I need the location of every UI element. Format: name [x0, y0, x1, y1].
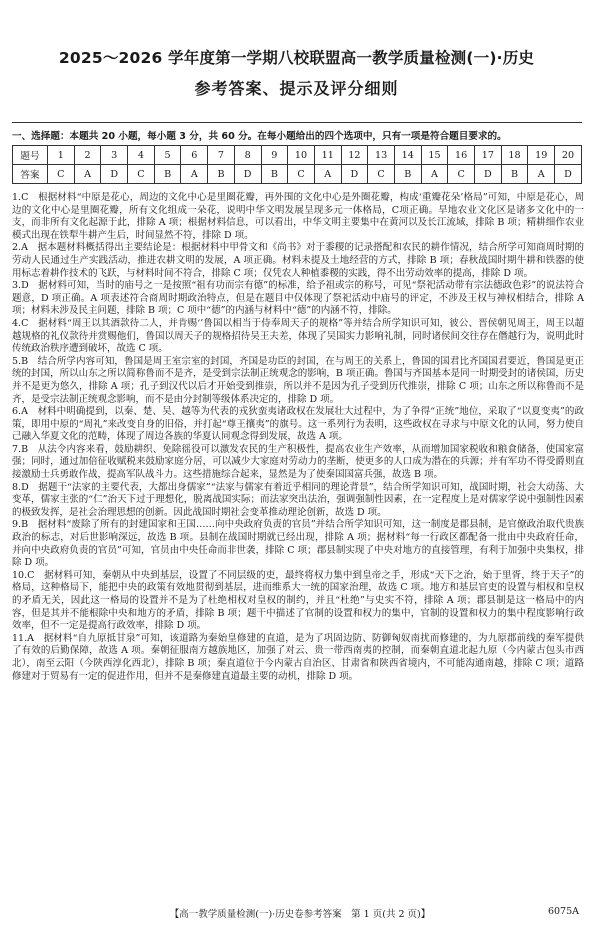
answer-cell: C	[448, 165, 475, 184]
answer-cell: B	[501, 165, 528, 184]
explanation-item: 2.A 据本题材料概括得出主要结论是：根据材料中甲骨文和《尚书》对于黍稷的记录搭配和农民的耕作情况，结合所学可知商周时期的劳动人民通过生产实践活动，推进农耕文明的发展，A 项正确。材料未提及土地经营的方式，排除 B 项；春秋战国时期牛耕和铁器的使用标志着耕作技术的飞跃，与材料时间不符合，排除 C 项；仅凭农人种植黍稷的实践，得不出劳动效率的提高，排除 D 项。	[12, 242, 584, 279]
question-number: 14	[394, 146, 421, 165]
explanation-item: 11.A 据材料“自九原抵甘泉”可知，该道路为秦始皇修建的直道，是为了巩固边防、防御匈奴南扰而修建的，为九原郡前线的秦军提供了有效的后勤保障，故选 A 项。秦朝征服南方越族地区，加强了对云、贵一带西南夷的控制，而秦朝直道北起九原（今内蒙古包头市西北），南至云阳（今陕西淳化西北），排除 B 项；秦直道位于今内蒙古自治区、甘肃省和陕西省境内，不可能沟通南越，排除 C 项；道路修建对于贸易有一定的促进作用，但并不是秦修建直道最主要的动机，排除 D 项。	[12, 632, 584, 682]
question-number: 2	[74, 146, 101, 165]
answer-cell: C	[368, 165, 395, 184]
answer-cell: B	[261, 165, 288, 184]
question-number: 15	[421, 146, 448, 165]
question-number: 19	[528, 146, 555, 165]
row-label-answer: 答案	[13, 165, 48, 184]
answer-table	[12, 145, 582, 184]
explanation-item: 1.C 根据材料“中原是花心，周边的文化中心是里圈花瓣，再外围的文化中心是外圈花瓣，构成‘重瓣花朵’格局”可知，中原是花心，周边的文化中心是里圈花瓣，所有文化组成一朵花，说明中华文明发展呈现多元一体格局，C项正确。旱地农业文化区是诸多文化中的一支，而非所有文化起源于此，排除 A 项；根据材料信息，可以看出，中华文明主要集中在黄河以及长江流域，排除 B 项；精耕细作农业模式出现在铁犁牛耕产生后，时间显然不符，排除 D 项。	[12, 192, 584, 241]
question-number: 8	[234, 146, 261, 165]
explanation-item: 10.C 据材料可知，秦朝从中央到基层，设置了不同层级的吏，最终将权力集中到皇帝之手，形成“天下之治，始于里胥，终于天子”的格局，这种格局下，能把中央的政策有效地贯彻到基层，进而维系大一统的国家治理，故选 C 项。地方和基层官吏的设置与相权和皇权的矛盾无关，因此这一格局的设置并不是为了杜绝相权对皇权的制约，并且“杜绝”与史实不符，排除 A 项；郡县制是这一格局中的内容，但是其并不能根除中央和地方的矛盾，排除 B 项；题干中描述了官制的设置和权力的集中，官制的设置和权力的集中程度影响行政效率，但不一定是提高行政效率，排除 D 项。	[12, 569, 584, 632]
explanation-item: 9.B 据材料“废除了所有的封建国家和王国……向中央政府负责的官员”并结合所学知识可知，这一制度是郡县制，是官僚政治取代贵族政治的标志，对后世影响深远，故选 B 项。县制在战国时期就已经出现，排除 A 项；据材料“每一行政区都配备一批由中央政府任命，并向中央政府负责的官员”可知，官员由中央任命而非世袭，排除 C 项；郡县制实现了中央对地方的直接管理，有利于加强中央集权，排除 D 项。	[12, 519, 584, 569]
explanation-item: 6.A 材料中明确提到，以秦、楚、吴、越等为代表的戎狄蛮夷诸政权在发展壮大过程中，为了争得“正统”地位，采取了“以夏变夷”的政策，即用中原的“周礼”来改变自身的旧俗，并打起“尊王攘夷”的旗号。这一系列行为表明，这些政权在寻求与中原文化的认同，努力使自己融入华夏文化的范畴，体现了周边各族的华夏认同观念得到发展，故选 A 项。	[12, 406, 584, 443]
answer-cell: D	[341, 165, 368, 184]
answer-cell: C	[288, 165, 315, 184]
divider	[12, 122, 582, 123]
answer-cell: D	[101, 165, 128, 184]
document-subtitle: 参考答案、提示及评分细则	[194, 79, 399, 98]
question-number: 5	[154, 146, 181, 165]
answer-cell: A	[314, 165, 341, 184]
question-number: 16	[448, 146, 475, 165]
question-number: 4	[128, 146, 155, 165]
question-number: 3	[101, 146, 128, 165]
answer-table-number-row	[13, 146, 582, 165]
row-label-number: 题号	[13, 146, 48, 165]
explanation-item: 3.D 据材料可知，当时的庙号之一是按照“祖有功而宗有德”的标准，给予祖或宗的称号，可见“祭祀活动带有宗法德政色彩”的说法符合题意，D 项正确。A 项表述符合商周时期政治特点，但是在题目中仅体现了祭祀活动中庙号的评定，不涉及王权与神权相结合，排除 A 项；材料未涉及民主问题，排除 B 项；C 项中“德”的内涵与材料中“德”的内涵不符，排除。	[12, 280, 584, 317]
question-number: 7	[208, 146, 235, 165]
explanation-item: 7.B 从法令内容来看，鼓励耕织、免除徭役可以激发农民的生产积极性，提高农业生产效率，从而增加国家税收和粮食储备，使国家富强；同时，通过加倍征收赋税来鼓励家庭分居，可以减少大家庭对劳动力的垄断，使更多的人口成为潜在的兵源；并有军功不得受爵则直接激励士兵勇敢作战，提高军队战斗力。这些措施综合起来，显然是为了使秦国国富兵强，故选 B 项。	[12, 443, 584, 481]
answer-cell: D	[475, 165, 502, 184]
answer-cell: A	[181, 165, 208, 184]
answer-cell: B	[208, 165, 235, 184]
document-title: 2025～2026 学年度第一学期八校联盟高一教学质量检测(一)·历史	[58, 49, 535, 67]
answer-cell: C	[128, 165, 155, 184]
answer-cell: A	[528, 165, 555, 184]
answer-cell: B	[394, 165, 421, 184]
question-number: 13	[368, 146, 395, 165]
question-number: 11	[314, 146, 341, 165]
footer-text: 【高一教学质量检测(一)·历史卷参考答案 第 1 页(共 2 页)】	[169, 909, 431, 920]
answer-cell: A	[421, 165, 448, 184]
explanations	[12, 192, 584, 683]
document-code: 6075A	[547, 906, 579, 917]
question-number: 1	[48, 146, 75, 165]
question-number: 6	[181, 146, 208, 165]
answer-cell: B	[154, 165, 181, 184]
question-number: 12	[341, 146, 368, 165]
answer-cell: D	[555, 165, 582, 184]
answer-cell: D	[234, 165, 261, 184]
question-number: 10	[288, 146, 315, 165]
answer-table-answer-row	[13, 165, 582, 184]
explanation-item: 4.C 据材料“周王以其酒款待二人，并肯赐‘’鲁国以相当于侍奉周天子的规格”等并结合所学知识可知，彼公、晋侯朝见周王，周王以超越规格的礼仪款待并赏赐他们，鲁国以周天子的规格招待吴王夫差，体现了吴国实力影响礼制，同时诸侯间交往存在僭越行为，说明此时传统政治秩序遭到破坏，故选 C 项。	[12, 317, 584, 355]
question-number: 17	[475, 146, 502, 165]
question-number: 9	[261, 146, 288, 165]
question-number: 20	[555, 146, 582, 165]
explanation-item: 5.B 结合所学内容可知，鲁国是周王室宗室的封国，齐国是功臣的封国，在与周王的关系上，鲁国的国君比齐国国君要近，鲁国是更正统的封国，所以山东之所以简称鲁而不是齐，是受到宗法制正统观念的影响，B 项正确。鲁国与齐国基本是同一时期受封的诸侯国，历史并不是更为悠久，排除 A 项；孔子到汉代以后才开始受到推崇，所以并不是因为孔子受到历代推崇，排除 C 项；山东之所以称鲁而不是齐，是受宗法制正统观念影响，而不是由分封制等级体系决定的，排除 D 项。	[12, 355, 584, 405]
answer-cell: C	[48, 165, 75, 184]
question-number: 18	[501, 146, 528, 165]
section-instruction: 一、选择题：本题共 20 小题，每小题 3 分，共 60 分。在每小题给出的四个选项中，只有一项是符合题目要求的。	[12, 131, 507, 142]
answer-cell: A	[74, 165, 101, 184]
explanation-item: 8.D 据题干“法家的主要代表，大都出身儒家”“法家与儒家有着近乎相同的理论背景”，结合所学知识可知，战国时期，社会大动荡、大变革，儒家主张的“仁”治天下过于理想化，脱离战国实际；而法家突出法治，强调强制性因素，在一定程度上是对儒家学说中强制性因素的极致发挥，是社会治理思想的创新。因此战国时期社会变革推动理论创新，故选 D 项。	[12, 481, 584, 518]
